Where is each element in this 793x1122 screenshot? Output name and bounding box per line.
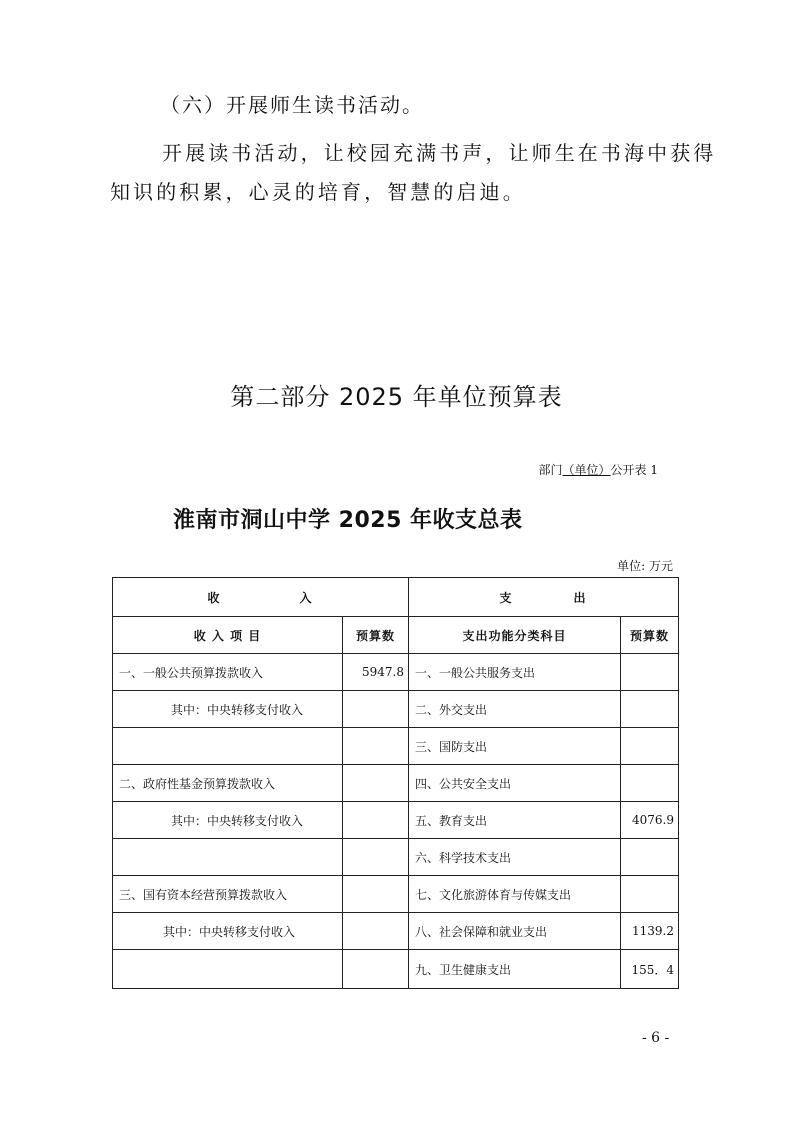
income-budget-header: 预算数 — [343, 617, 409, 654]
income-group-right: 入 — [299, 590, 314, 605]
budget-summary-table — [112, 577, 679, 989]
income-item-header: 收 入 项 目 — [113, 617, 343, 654]
table-row — [113, 950, 679, 989]
income-item-cell — [113, 728, 343, 765]
income-item-cell: 其中：中央转移支付收入 — [113, 802, 343, 839]
expense-item-cell: 二、外交支出 — [409, 691, 621, 728]
section-heading: （六）开展师生读书活动。 — [160, 93, 424, 117]
income-item-cell — [113, 950, 343, 989]
income-budget-cell — [343, 876, 409, 913]
page-number: - 6 - — [642, 1030, 670, 1046]
expense-budget-cell — [621, 654, 679, 691]
income-group-header — [113, 578, 409, 617]
expense-budget-cell — [621, 765, 679, 802]
income-item-cell: 其中：中央转移支付收入 — [113, 691, 343, 728]
income-budget-cell — [343, 802, 409, 839]
body-paragraph-line-2: 知识的积累，心灵的培育，智慧的启迪。 — [110, 180, 526, 204]
income-group-left: 收 — [207, 590, 222, 605]
income-budget-cell — [343, 691, 409, 728]
expense-group-header — [409, 578, 679, 617]
expense-group-right: 出 — [573, 590, 588, 605]
expense-item-cell: 五、教育支出 — [409, 802, 621, 839]
income-budget-cell — [343, 913, 409, 950]
income-item-cell: 其中：中央转移支付收入 — [113, 913, 343, 950]
income-item-cell: 一、一般公共预算拨款收入 — [113, 654, 343, 691]
expense-budget-cell — [621, 728, 679, 765]
body-paragraph-line-1: 开展读书活动，让校园充满书声，让师生在书海中获得 — [162, 141, 717, 165]
table-row — [113, 802, 679, 839]
expense-budget-cell — [621, 876, 679, 913]
expense-budget-cell: 1139.2 — [621, 913, 679, 950]
table-row — [113, 876, 679, 913]
table-row — [113, 654, 679, 691]
column-header-row — [113, 617, 679, 654]
expense-budget-cell — [621, 839, 679, 876]
expense-item-cell: 六、科学技术支出 — [409, 839, 621, 876]
income-item-cell: 三、国有资本经营预算拨款收入 — [113, 876, 343, 913]
public-table-label-prefix: 部门 — [538, 463, 563, 477]
expense-item-cell: 八、社会保障和就业支出 — [409, 913, 621, 950]
expense-budget-header: 预算数 — [621, 617, 679, 654]
expense-item-cell: 七、文化旅游体育与传媒支出 — [409, 876, 621, 913]
income-budget-cell: 5947.8 — [343, 654, 409, 691]
income-item-cell: 二、政府性基金预算拨款收入 — [113, 765, 343, 802]
expense-budget-cell: 155．4 — [621, 950, 679, 989]
group-header-row — [113, 578, 679, 617]
expense-item-header: 支出功能分类科目 — [409, 617, 621, 654]
income-budget-cell — [343, 950, 409, 989]
expense-item-cell: 三、国防支出 — [409, 728, 621, 765]
expense-budget-cell: 4076.9 — [621, 802, 679, 839]
table-row — [113, 728, 679, 765]
unit-label: 单位: 万元 — [617, 559, 673, 573]
expense-item-cell: 四、公共安全支出 — [409, 765, 621, 802]
table-row — [113, 765, 679, 802]
public-table-label — [539, 461, 658, 478]
income-budget-cell — [343, 839, 409, 876]
public-table-label-unit: （单位） — [562, 463, 611, 477]
income-budget-cell — [343, 728, 409, 765]
public-table-label-suffix: 公开表 1 — [610, 463, 658, 477]
income-item-cell — [113, 839, 343, 876]
table-title: 淮南市洞山中学 2025 年收支总表 — [173, 508, 523, 533]
expense-item-cell: 一、一般公共服务支出 — [409, 654, 621, 691]
table-row — [113, 839, 679, 876]
income-budget-cell — [343, 765, 409, 802]
table-row — [113, 691, 679, 728]
expense-budget-cell — [621, 691, 679, 728]
table-row — [113, 913, 679, 950]
expense-group-left: 支 — [499, 590, 514, 605]
expense-item-cell: 九、卫生健康支出 — [409, 950, 621, 989]
part-title: 第二部分 2025 年单位预算表 — [230, 383, 563, 411]
